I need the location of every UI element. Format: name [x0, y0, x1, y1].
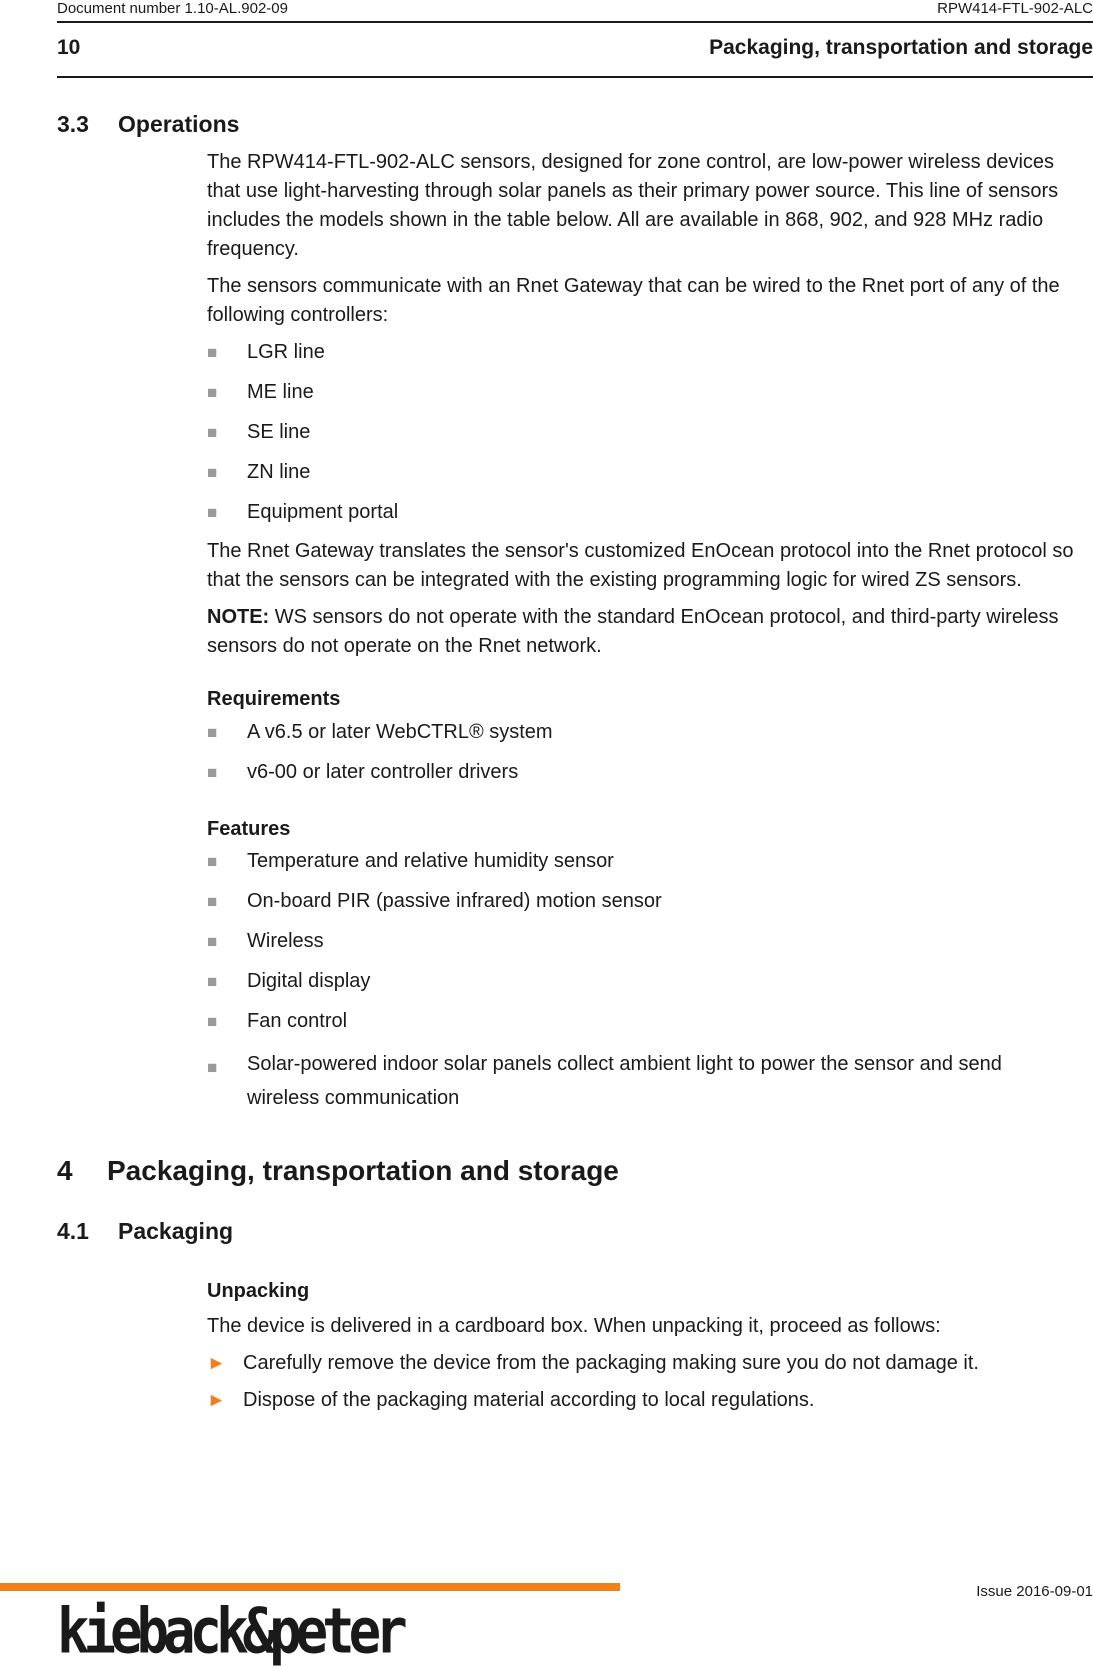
list-item: ■ SE line [207, 418, 1087, 447]
chapter-title: Packaging, transportation and storage [709, 36, 1093, 59]
list-item: ■ ME line [207, 378, 1087, 407]
operations-paragraph-3: The Rnet Gateway translates the sensor's customized EnOcean protocol into the Rnet protocol so that the sensors can be integrated with the existing programming logic for wired ZS sensors. [207, 540, 1074, 591]
features-list [207, 847, 1087, 1115]
kieback-peter-logo: kieback&peter [57, 1595, 402, 1668]
unpacking-intro: The device is delivered in a cardboard box. When unpacking it, proceed as follows: [207, 1315, 941, 1337]
list-item: ■ Fan control [207, 1007, 1087, 1036]
list-item: ■ Temperature and relative humidity sensor [207, 847, 1087, 876]
square-bullet-icon: ■ [207, 463, 218, 482]
header-rule-bottom [57, 76, 1093, 78]
section-4-title: Packaging, transportation and storage [107, 1155, 619, 1186]
product-code: RPW414-FTL-902-ALC [937, 0, 1093, 17]
square-bullet-icon: ■ [207, 892, 218, 911]
square-bullet-icon: ■ [207, 972, 218, 991]
list-item: ► Carefully remove the device from the packaging making sure you do not damage it. [207, 1349, 1087, 1378]
triangle-arrow-icon: ► [207, 1353, 226, 1374]
section-3-3-number: 3.3 [57, 111, 89, 137]
section-3-3-body [207, 148, 1087, 1115]
list-item: ■ A v6.5 or later WebCTRL® system [207, 718, 1087, 747]
doc-number: Document number 1.10-AL.902-09 [57, 0, 288, 17]
header-rule-top [57, 21, 1093, 23]
operations-paragraph-1: The RPW414-FTL-902-ALC sensors, designed for zone control, are low-power wireless devices that use light-harvesting through solar panels as their primary power source. This line of sensors includes the models shown in the table below. All are available in 868, 902, and 928 MHz radio frequency. [207, 151, 1059, 260]
square-bullet-icon: ■ [207, 343, 218, 362]
list-item: ■ Solar-powered indoor solar panels collect ambient light to power the sensor and send wireless communication [207, 1053, 1002, 1109]
triangle-arrow-icon: ► [207, 1390, 226, 1411]
list-item: ■ Wireless [207, 927, 1087, 956]
list-item: ■ Digital display [207, 967, 1087, 996]
square-bullet-icon: ■ [207, 763, 218, 782]
section-3-3-title: Operations [118, 111, 240, 137]
list-item: ■ Equipment portal [207, 498, 1087, 527]
square-bullet-icon: ■ [207, 423, 218, 442]
square-bullet-icon: ■ [207, 723, 218, 742]
footer-accent-bar [0, 1583, 620, 1591]
operations-paragraph-2: The sensors communicate with an Rnet Gateway that can be wired to the Rnet port of any of the following controllers: [207, 275, 1060, 326]
square-bullet-icon: ■ [207, 1012, 218, 1031]
square-bullet-icon: ■ [207, 383, 218, 402]
square-bullet-icon: ■ [207, 503, 218, 522]
note-label: NOTE: [207, 606, 270, 628]
section-4-1-title: Packaging [118, 1218, 234, 1244]
page-number: 10 [57, 36, 81, 59]
issue-date: Issue 2016-09-01 [976, 1583, 1093, 1600]
list-item: ■ v6-00 or later controller drivers [207, 758, 1087, 787]
list-item: ■ On-board PIR (passive infrared) motion sensor [207, 887, 1087, 916]
square-bullet-icon: ■ [207, 932, 218, 951]
note-paragraph [207, 603, 1087, 661]
note-text: WS sensors do not operate with the standard EnOcean protocol, and third-party wireless sensors do not operate on the Rnet network. [207, 606, 1059, 657]
requirements-list [207, 718, 1087, 787]
list-item: ► Dispose of the packaging material according to local regulations. [207, 1386, 1087, 1415]
square-bullet-icon: ■ [207, 852, 218, 871]
unpacking-heading: Unpacking [207, 1280, 310, 1302]
square-bullet-icon: ■ [207, 1058, 218, 1077]
section-4-1-body [207, 1277, 1087, 1415]
section-4-number: 4 [57, 1155, 73, 1186]
section-4-1-number: 4.1 [57, 1218, 89, 1244]
list-item: ■ ZN line [207, 458, 1087, 487]
requirements-heading: Requirements [207, 688, 341, 710]
controllers-list [207, 338, 1087, 527]
list-item: ■ LGR line [207, 338, 1087, 367]
features-heading: Features [207, 818, 291, 840]
